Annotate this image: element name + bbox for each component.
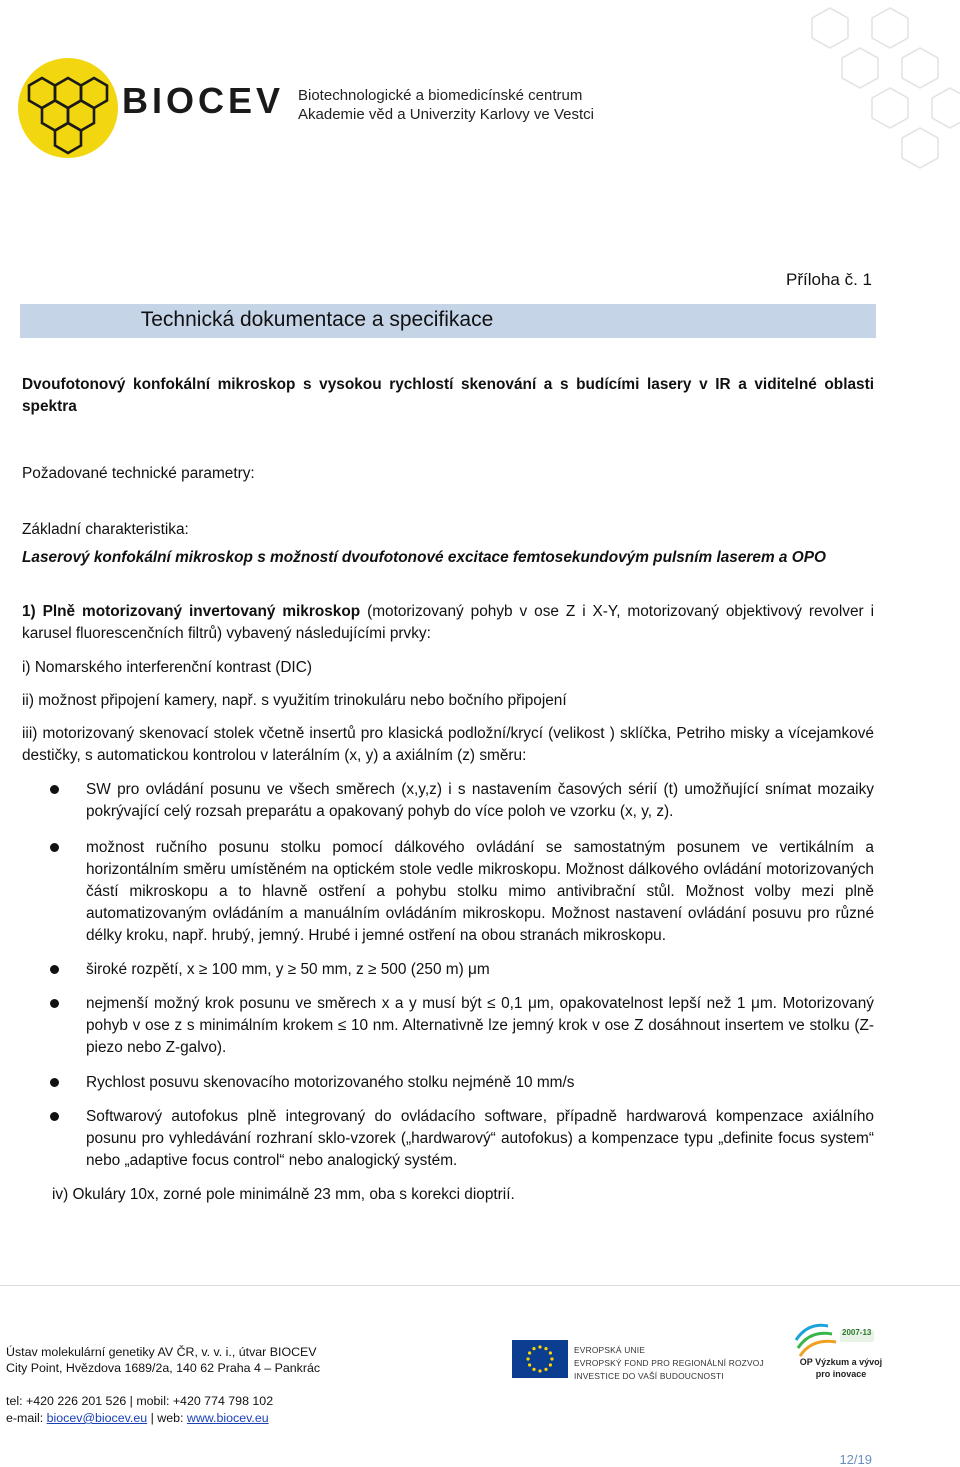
item-iii: iii) motorizovaný skenovací stolek včetně insertů pro klasická podložní/krycí (velikost ) sklíčka, Petriho misky a vícejamkové destičky, s automatickou kontrolou v laterálním (x, y) a axiálním (z) směru: [22, 725, 874, 764]
footer-org-line2: City Point, Hvězdova 1689/2a, 140 62 Praha 4 – Pankrác [6, 1361, 321, 1375]
op-line2: pro inovace [815, 1369, 867, 1379]
email-link[interactable]: biocev@biocev.eu [46, 1411, 148, 1425]
bullet-dot [50, 1078, 59, 1087]
item-iv: iv) Okuláry 10x, zorné pole minimálně 23 mm, oba s korekci dioptrií. [52, 1186, 515, 1203]
eu-line1: EVROPSKÁ UNIE [574, 1345, 646, 1355]
logo-subtitle-line1: Biotechnologické a biomedicínské centrum [298, 87, 583, 104]
basic-characteristic-label: Základní charakteristika: [22, 521, 189, 538]
bullet-item: Rychlost posuvu skenovacího motorizovaného stolku nejméně 10 mm/s [86, 1074, 575, 1091]
eu-fund-text [574, 1344, 764, 1383]
annex-label: Příloha č. 1 [786, 270, 872, 289]
item-1 [22, 601, 874, 645]
item-1-heading: 1) Plně motorizovaný invertovaný mikroskop [22, 603, 361, 620]
op-text [794, 1356, 888, 1380]
biocev-logo-mark [18, 58, 118, 158]
web-link[interactable]: www.biocev.eu [186, 1411, 269, 1425]
bullet-dot [50, 965, 59, 974]
required-params-heading: Požadované technické parametry: [22, 465, 255, 482]
op-years: 2007-13 [842, 1328, 872, 1337]
eu-stars-icon [512, 1340, 568, 1378]
op-line1: OP Výzkum a vývoj [799, 1357, 883, 1367]
page-number: 12/19 [839, 1452, 872, 1467]
hexagon-cluster-icon [18, 58, 118, 158]
item-i: i) Nomarského interferenční kontrast (DIC) [22, 659, 312, 676]
email-label: e-mail: [6, 1411, 47, 1425]
footer-links [6, 1410, 269, 1427]
bullet-dot [50, 999, 59, 1008]
bullet-dot [50, 785, 59, 794]
eu-flag-icon [512, 1340, 568, 1378]
footer-contact: tel: +420 226 201 526 | mobil: +420 774 798 102 [6, 1394, 274, 1408]
logo-subtitle [298, 86, 594, 124]
footer-divider [0, 1285, 960, 1286]
laser-description: Laserový konfokální mikroskop s možností dvoufotonové excitace femtosekundovým pulsním laserem a OPO [22, 549, 826, 566]
item-1-text: (motorizovaný pohyb v ose Z i X-Y, motorizovaný objektivový revolver i karusel fluorescenčních filtrů) vybavený následujícími prvky: [22, 603, 875, 642]
bullet-item: nejmenší možný krok posunu ve směrech x a y musí být ≤ 0,1 μm, opakovatelnost lepší než 1 μm. Motorizovaný pohyb v ose z s minimálním krokem ≤ 10 nm. Alternativně lze jemný krok v ose Z dosáhnout insertem ve stolku (Z-piezo nebo Z-galvo). [86, 995, 874, 1056]
bullet-dot [50, 843, 59, 852]
document-title: Technická dokumentace a specifikace [140, 308, 494, 331]
intro-heading: Dvoufotonový konfokální mikroskop s vysokou rychlostí skenování a s budícími lasery v IR a viditelné oblasti spektra [22, 376, 874, 415]
bullet-item: možnost ručního posunu stolku pomocí dálkového ovládání se samostatným posunem ve vertikálním a horizontálním směru umístěném na optickém stole vedle mikroskopu. Možnost dálkového ovládání motorizovaných částí mikroskopu a to hlavně ostření a pohybu stolku mimo antivibrační stůl. Možnost volby mezi plně automatizovaným ovládáním a manuálním ovládáním mikroskopu. Možnost nastavení ovládání posuvu pro různé délky kroku, např. hrubý, jemný. Hrubé i jemné ostření na obou stranách mikroskopu. [86, 839, 874, 944]
logo-subtitle-line2: Akademie věd a Univerzity Karlovy ve Vestci [298, 106, 594, 123]
logo-wordmark: BIOCEV [122, 80, 285, 121]
bullet-item: SW pro ovládání posunu ve všech směrech (x,y,z) i s nastavením časových sérií (t) umožňující snímat mozaiky pokrývající celý rozsah preparátu a opakovaný pohyb do více poloh ve vzorku (x, y, z). [86, 781, 874, 820]
bullet-dot [50, 1112, 59, 1121]
hexagon-pattern-decoration [580, 0, 960, 200]
eu-line2: EVROPSKÝ FOND PRO REGIONÁLNÍ ROZVOJ [574, 1358, 764, 1368]
web-label: | web: [147, 1411, 187, 1425]
bullet-item: široké rozpětí, x ≥ 100 mm, y ≥ 50 mm, z ≥ 500 (250 m) μm [86, 961, 490, 978]
footer-org-line1: Ústav molekulární genetiky AV ČR, v. v. i., útvar BIOCEV [6, 1345, 317, 1359]
bullet-item: Softwarový autofokus plně integrovaný do ovládacího software, případně hardwarová kompenzace axiálního posunu pro vyhledávání rozhraní sklo-vzorek („hardwarový“ autofokus) a kompenzace typu „definite focus system“ nebo „adaptive focus control“ nebo analogický systém. [86, 1108, 874, 1169]
eu-line3: INVESTICE DO VAŠÍ BUDOUCNOSTI [574, 1371, 724, 1381]
item-ii: ii) možnost připojení kamery, např. s využitím trinokuláru nebo bočního připojení [22, 692, 567, 709]
